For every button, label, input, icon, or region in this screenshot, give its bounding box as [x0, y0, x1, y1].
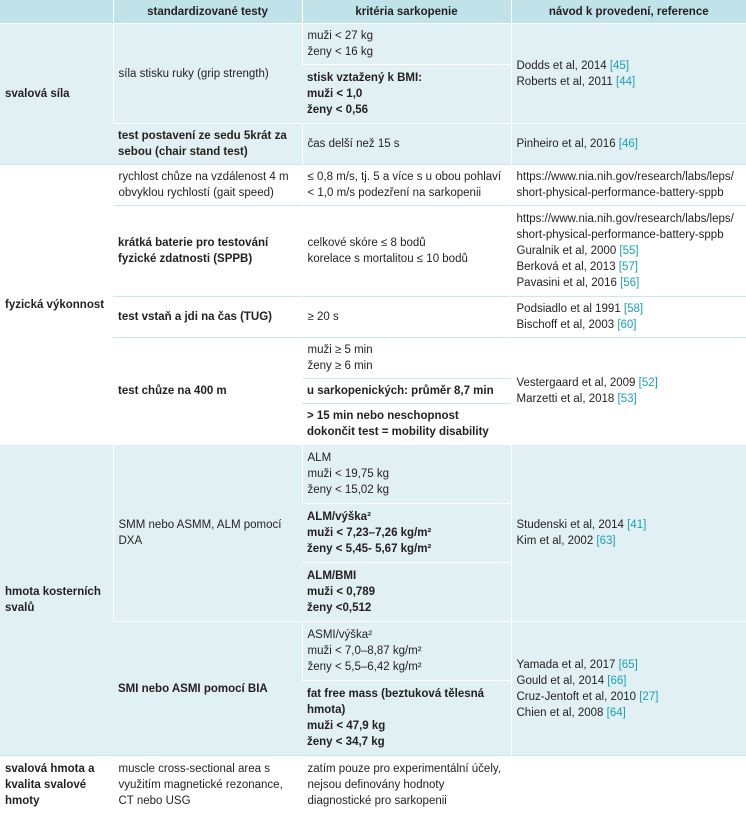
criteria-cell	[302, 504, 511, 563]
criteria-line: zatím pouze pro experimentální účely, nejsou definovány hodnoty diagnostické pro sarkopenii	[308, 761, 506, 809]
criteria-line: ženy < 15,02 kg	[308, 482, 506, 498]
test-name: síla stisku ruky (grip strength)	[113, 24, 302, 124]
criteria-line: korelace s mortalitou ≤ 10 bodů	[308, 251, 506, 267]
criteria-cell	[302, 206, 511, 297]
reference-line: https://www.nia.nih.gov/research/labs/leps/	[517, 211, 742, 227]
citation-link[interactable]: [66]	[607, 675, 626, 687]
reference-line: Gould et al, 2014 [66]	[517, 673, 742, 689]
reference-cell	[511, 165, 746, 206]
criteria-line: muži < 19,75 kg	[308, 466, 506, 482]
criteria-line: < 1,0 m/s podezření na sarkopenii	[308, 185, 506, 201]
criteria-cell	[302, 681, 511, 756]
criteria-line: stisk vztažený k BMI:	[307, 70, 506, 86]
header-references: návod k provedení, reference	[511, 0, 746, 24]
criteria-cell	[302, 338, 511, 379]
reference-cell	[511, 338, 746, 445]
test-name: rychlost chůze na vzdálenost 4 m obvyklou rychlostí (gait speed)	[113, 165, 302, 206]
reference-cell	[511, 297, 746, 338]
criteria-line: ženy < 16 kg	[308, 44, 506, 60]
criteria-line: muži ≥ 5 min	[308, 342, 506, 358]
reference-line: short-physical-performance-battery-sppb	[517, 227, 742, 243]
criteria-line: u sarkopenických: průměr 8,7 min	[307, 383, 506, 399]
criteria-cell	[302, 165, 511, 206]
reference-cell	[511, 206, 746, 297]
criteria-line: ALM/výška²	[307, 509, 506, 525]
test-name: test chůze na 400 m	[113, 338, 302, 445]
citation-link[interactable]: [45]	[610, 60, 629, 72]
reference-cell	[511, 445, 746, 622]
criteria-cell	[302, 756, 511, 814]
citation-link[interactable]: [41]	[627, 519, 646, 531]
criteria-cell	[302, 24, 511, 65]
citation-link[interactable]: [65]	[619, 659, 638, 671]
criteria-line: ženy ≥ 6 min	[308, 358, 506, 374]
reference-line: Dodds et al, 2014 [45]	[517, 58, 742, 74]
citation-link[interactable]: [44]	[616, 76, 635, 88]
citation-link[interactable]: [58]	[624, 303, 643, 315]
group-label: svalová síla	[0, 24, 113, 165]
header-criteria: kritéria sarkopenie	[302, 0, 511, 24]
table-row	[0, 165, 746, 206]
criteria-line: fat free mass (beztuková tělesná hmota)	[307, 686, 506, 718]
reference-line: Podsiadlo et al 1991 [58]	[517, 301, 742, 317]
table-row	[0, 756, 746, 814]
criteria-line: > 15 min nebo neschopnost dokončit test = mobility disability	[307, 408, 506, 440]
criteria-line: ženy < 0,56	[307, 102, 506, 118]
reference-cell	[511, 124, 746, 165]
reference-cell	[511, 622, 746, 756]
criteria-cell	[302, 65, 511, 124]
criteria-line: muži < 1,0	[307, 86, 506, 102]
citation-link[interactable]: [56]	[620, 277, 639, 289]
reference-line: Pavasini et al, 2016 [56]	[517, 275, 742, 291]
citation-link[interactable]: [27]	[639, 691, 658, 703]
test-name: krátká baterie pro testování fyzické zdatnosti (SPPB)	[113, 206, 302, 297]
criteria-line: ALM	[308, 450, 506, 466]
criteria-cell	[302, 379, 511, 404]
reference-line: Guralnik et al, 2000 [55]	[517, 243, 742, 259]
criteria-cell	[302, 445, 511, 504]
group-label: hmota kosterních svalů	[0, 445, 113, 756]
criteria-cell	[302, 124, 511, 165]
reference-line: Kim et al, 2002 [63]	[517, 533, 742, 549]
reference-line: Yamada et al, 2017 [65]	[517, 657, 742, 673]
criteria-line: ≥ 20 s	[308, 309, 506, 325]
citation-link[interactable]: [60]	[617, 319, 636, 331]
test-name: test postavení ze sedu 5krát za sebou (chair stand test)	[113, 124, 302, 165]
reference-line: short-physical-performance-battery-sppb	[517, 185, 742, 201]
criteria-line: muži < 7,0–8,87 kg/m²	[308, 643, 506, 659]
criteria-line: čas delší než 15 s	[308, 136, 506, 152]
citation-link[interactable]: [63]	[596, 535, 615, 547]
criteria-line: celkové skóre ≤ 8 bodů	[308, 235, 506, 251]
criteria-line: muži < 7,23–7,26 kg/m²	[307, 525, 506, 541]
criteria-cell	[302, 404, 511, 445]
criteria-line: muži < 0,789	[307, 584, 506, 600]
criteria-line: ženy < 5,5–6,42 kg/m²	[308, 659, 506, 675]
criteria-line: ženy < 34,7 kg	[307, 734, 506, 750]
group-label: fyzická výkonnost	[0, 165, 113, 445]
criteria-cell	[302, 297, 511, 338]
citation-link[interactable]: [55]	[619, 245, 638, 257]
criteria-cell	[302, 563, 511, 622]
citation-link[interactable]: [52]	[639, 377, 658, 389]
reference-line: Pinheiro et al, 2016 [46]	[517, 136, 742, 152]
criteria-line: ženy < 5,45- 5,67 kg/m²	[307, 541, 506, 557]
reference-line: Roberts et al, 2011 [44]	[517, 74, 742, 90]
criteria-line: ženy <0,512	[307, 600, 506, 616]
reference-line: Berková et al, 2013 [57]	[517, 259, 742, 275]
reference-line: Bischoff et al, 2003 [60]	[517, 317, 742, 333]
criteria-line: ALM/BMI	[307, 568, 506, 584]
citation-link[interactable]: [57]	[619, 261, 638, 273]
criteria-line: muži < 47,9 kg	[307, 718, 506, 734]
criteria-line: ASMI/výška²	[308, 627, 506, 643]
test-name: SMI nebo ASMI pomocí BIA	[113, 622, 302, 756]
reference-cell	[511, 24, 746, 124]
criteria-line: muži < 27 kg	[308, 28, 506, 44]
reference-line: Marzetti et al, 2018 [53]	[517, 391, 742, 407]
header-tests: standardizované testy	[113, 0, 302, 24]
citation-link[interactable]: [53]	[618, 393, 637, 405]
criteria-cell	[302, 622, 511, 681]
table-header-row	[0, 0, 746, 24]
test-name: muscle cross-sectional area s využitím magnetické rezonance, CT nebo USG	[113, 756, 302, 814]
reference-cell	[511, 756, 746, 814]
reference-line: Cruz-Jentoft et al, 2010 [27]	[517, 689, 742, 705]
test-name: SMM nebo ASMM, ALM pomocí DXA	[113, 445, 302, 622]
reference-line: Chien et al, 2008 [64]	[517, 705, 742, 721]
test-name: test vstaň a jdi na čas (TUG)	[113, 297, 302, 338]
reference-line: Studenski et al, 2014 [41]	[517, 517, 742, 533]
citation-link[interactable]: [64]	[607, 707, 626, 719]
header-empty	[0, 0, 113, 24]
citation-link[interactable]: [46]	[619, 138, 638, 150]
group-label: svalová hmota a kvalita svalové hmoty	[0, 756, 113, 814]
table-row	[0, 24, 746, 65]
reference-line: Vestergaard et al, 2009 [52]	[517, 375, 742, 391]
table-row	[0, 445, 746, 504]
reference-line: https://www.nia.nih.gov/research/labs/leps/	[517, 169, 742, 185]
criteria-line: ≤ 0,8 m/s, tj. 5 a více s u obou pohlaví	[308, 169, 506, 185]
